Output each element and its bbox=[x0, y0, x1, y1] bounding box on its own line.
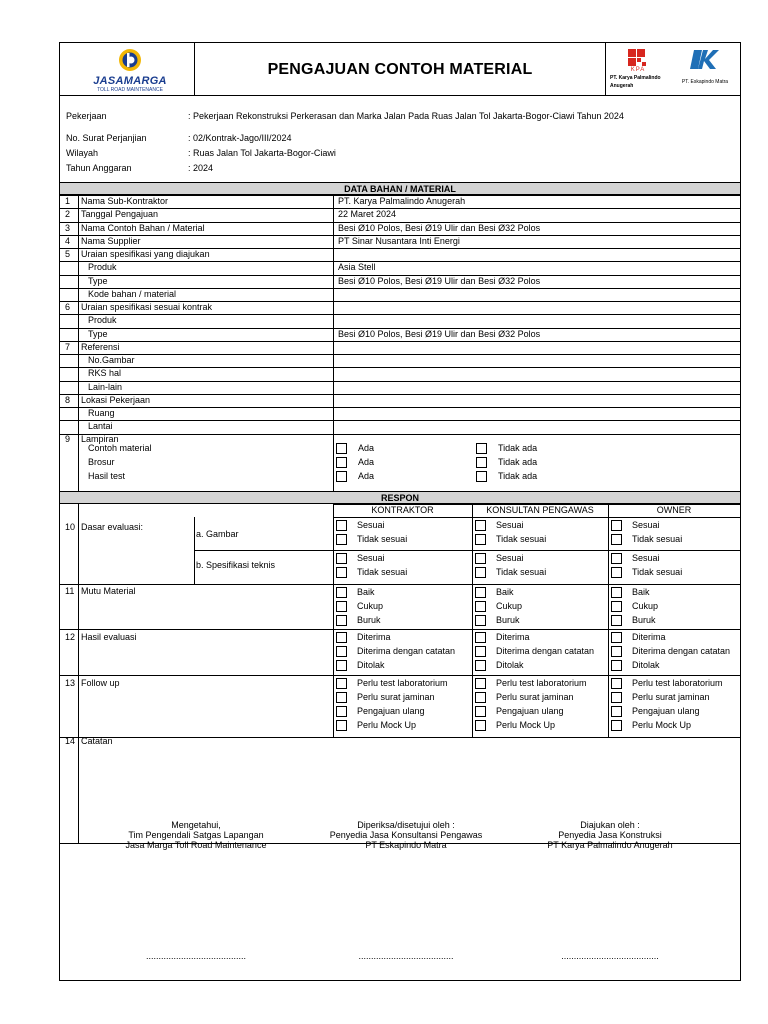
row-number: 7 bbox=[65, 341, 71, 352]
respon-column-header: OWNER bbox=[656, 505, 692, 515]
follow-checkbox[interactable] bbox=[475, 706, 486, 717]
catatan-right-line bbox=[740, 737, 741, 843]
signature-org: PT Eskapindo Matra bbox=[365, 840, 447, 850]
hasil-option-label: Diterima bbox=[632, 632, 666, 642]
dasar-sub-b: b. Spesifikasi teknis bbox=[196, 560, 276, 570]
checkbox-tidak-ada[interactable] bbox=[476, 443, 487, 454]
follow-checkbox[interactable] bbox=[475, 692, 486, 703]
row-label: Produk bbox=[88, 315, 117, 326]
row-label: Tanggal Pengajuan bbox=[81, 209, 159, 220]
row-line bbox=[60, 737, 740, 738]
follow-checkbox[interactable] bbox=[611, 720, 622, 731]
row-label: Produk bbox=[88, 262, 117, 273]
hasil-checkbox[interactable] bbox=[475, 646, 486, 657]
dasar-checkbox[interactable] bbox=[336, 567, 347, 578]
row-value: PT. Karya Palmalindo Anugerah bbox=[338, 196, 466, 206]
info-label: No. Surat Perjanjian bbox=[66, 133, 147, 143]
hasil-option-label: Diterima bbox=[357, 632, 391, 642]
follow-checkbox[interactable] bbox=[611, 678, 622, 689]
row-number: 2 bbox=[65, 209, 71, 220]
mutu-option-label: Baik bbox=[496, 587, 514, 597]
kpa-caption: PT. Karya Palmalindo Anugerah bbox=[610, 75, 661, 89]
row-label: Lantai bbox=[88, 421, 113, 432]
follow-option-label: Perlu Mock Up bbox=[496, 720, 556, 730]
option-tidak-ada-label: Tidak ada bbox=[498, 470, 538, 481]
row-line bbox=[60, 675, 740, 676]
follow-option-label: Perlu Mock Up bbox=[632, 720, 692, 730]
section-respon: RESPON bbox=[60, 491, 740, 504]
dasar-checkbox[interactable] bbox=[336, 520, 347, 531]
row-line bbox=[60, 407, 740, 408]
row-line bbox=[60, 208, 740, 209]
info-value: : Ruas Jalan Tol Jakarta-Bogor-Ciawi bbox=[188, 148, 336, 158]
mutu-checkbox[interactable] bbox=[336, 587, 347, 598]
dasar-checkbox[interactable] bbox=[611, 567, 622, 578]
mutu-option-label: Baik bbox=[632, 587, 650, 597]
jasamarga-logo bbox=[80, 47, 180, 95]
dasar-option-label: Tidak sesuai bbox=[496, 567, 547, 577]
kpa-logo bbox=[608, 47, 668, 93]
follow-option-label: Perlu Mock Up bbox=[357, 720, 417, 730]
row-number: 11 bbox=[65, 586, 75, 596]
follow-option-label: Perlu test laboratorium bbox=[357, 678, 448, 688]
row-number: 6 bbox=[65, 302, 71, 312]
row-label: Lain-lain bbox=[88, 381, 123, 392]
dasar-checkbox[interactable] bbox=[611, 553, 622, 564]
option-tidak-ada-label: Tidak ada bbox=[498, 456, 538, 467]
jasamarga-logo-text: JASAMARGA bbox=[93, 75, 167, 87]
eskapindo-caption: PT. Eskapindo Matra bbox=[681, 79, 729, 85]
dasar-option-label: Sesuai bbox=[632, 553, 660, 563]
row-label: No.Gambar bbox=[88, 355, 135, 365]
follow-option-label: Pengajuan ulang bbox=[632, 706, 700, 716]
signature-team: Penyedia Jasa Konsultansi Pengawas bbox=[329, 830, 483, 840]
row-line bbox=[333, 517, 740, 518]
hasil-option-label: Ditolak bbox=[632, 660, 660, 670]
lampiran-item-label: Brosur bbox=[88, 456, 115, 467]
row-line bbox=[60, 261, 740, 262]
row-value: Besi Ø10 Polos, Besi Ø19 Ulir dan Besi Ø32 Polos bbox=[338, 275, 541, 286]
row-label: Lokasi Pekerjaan bbox=[81, 394, 151, 405]
hasil-checkbox[interactable] bbox=[336, 660, 347, 671]
row-number: 13 bbox=[65, 678, 76, 688]
follow-checkbox[interactable] bbox=[336, 692, 347, 703]
row-label: Nama Supplier bbox=[81, 235, 141, 246]
dasar-option-label: Sesuai bbox=[632, 520, 660, 530]
dasar-checkbox[interactable] bbox=[611, 520, 622, 531]
dasar-checkbox[interactable] bbox=[336, 534, 347, 545]
row-label: Hasil evaluasi bbox=[81, 632, 137, 642]
signature-line: ........................................ bbox=[145, 951, 247, 961]
signature-team: Tim Pengendali Satgas Lapangan bbox=[128, 830, 264, 840]
dasar-option-label: Tidak sesuai bbox=[357, 534, 408, 544]
follow-checkbox[interactable] bbox=[336, 720, 347, 731]
follow-checkbox[interactable] bbox=[611, 692, 622, 703]
mutu-option-label: Cukup bbox=[357, 601, 384, 611]
dasar-option-label: Sesuai bbox=[496, 553, 524, 563]
hasil-option-label: Ditolak bbox=[357, 660, 385, 670]
follow-checkbox[interactable] bbox=[475, 720, 486, 731]
checkbox-ada[interactable] bbox=[336, 443, 347, 454]
follow-checkbox[interactable] bbox=[611, 706, 622, 717]
hasil-option-label: Diterima dengan catatan bbox=[632, 646, 731, 656]
row-value: Asia Stell bbox=[338, 262, 376, 273]
mutu-option-label: Buruk bbox=[632, 615, 656, 625]
eskapindo-emblem-icon bbox=[672, 47, 738, 73]
hasil-option-label: Diterima bbox=[496, 632, 530, 642]
dasar-checkbox[interactable] bbox=[475, 553, 486, 564]
row-value: Besi Ø10 Polos, Besi Ø19 Ulir dan Besi Ø32 Polos bbox=[338, 222, 541, 233]
hasil-checkbox[interactable] bbox=[336, 632, 347, 643]
follow-option-label: Perlu test laboratorium bbox=[496, 678, 587, 688]
row-label: Uraian spesifikasi yang diajukan bbox=[81, 249, 210, 259]
hasil-checkbox[interactable] bbox=[611, 660, 622, 671]
dasar-checkbox[interactable] bbox=[475, 520, 486, 531]
dasar-checkbox[interactable] bbox=[475, 534, 486, 545]
dasar-option-label: Sesuai bbox=[357, 520, 385, 530]
col-line bbox=[608, 504, 609, 737]
mutu-option-label: Cukup bbox=[632, 601, 659, 611]
mutu-checkbox[interactable] bbox=[336, 601, 347, 612]
signature-org: PT Karya Palmalindo Anugerah bbox=[547, 840, 673, 850]
option-ada-label: Ada bbox=[358, 456, 375, 467]
form-sheet bbox=[59, 42, 741, 981]
info-value: : 2024 bbox=[188, 163, 214, 173]
follow-checkbox[interactable] bbox=[475, 678, 486, 689]
dasar-option-label: Tidak sesuai bbox=[357, 567, 408, 577]
row-label: Dasar evaluasi: bbox=[81, 522, 144, 532]
respon-column-header: KONTRAKTOR bbox=[371, 505, 434, 515]
row-label: RKS hal bbox=[88, 368, 122, 379]
row-label: Ruang bbox=[88, 408, 115, 418]
follow-option-label: Pengajuan ulang bbox=[496, 706, 564, 716]
row-line bbox=[60, 354, 740, 355]
row-value: PT Sinar Nusantara Inti Energi bbox=[338, 235, 460, 246]
mutu-checkbox[interactable] bbox=[475, 587, 486, 598]
row-value: 22 Maret 2024 bbox=[338, 209, 397, 220]
row-label: Lampiran bbox=[81, 433, 119, 444]
hasil-checkbox[interactable] bbox=[336, 646, 347, 657]
row-label: Follow up bbox=[81, 678, 120, 688]
signature-role: Mengetahui, bbox=[171, 820, 221, 830]
dasar-checkbox[interactable] bbox=[475, 567, 486, 578]
row-line bbox=[60, 434, 740, 435]
kpa-logo-text: KPA bbox=[630, 67, 646, 73]
col-line bbox=[78, 504, 79, 737]
lampiran-item-label: Hasil test bbox=[88, 470, 126, 481]
signature-line: ....................................... bbox=[561, 951, 659, 961]
checkbox-ada[interactable] bbox=[336, 457, 347, 468]
hasil-checkbox[interactable] bbox=[611, 646, 622, 657]
checkbox-ada[interactable] bbox=[336, 471, 347, 482]
dasar-sub-a: a. Gambar bbox=[196, 529, 239, 539]
checkbox-tidak-ada[interactable] bbox=[476, 457, 487, 468]
row-line bbox=[194, 550, 740, 551]
mutu-checkbox[interactable] bbox=[611, 587, 622, 598]
signature-team: Penyedia Jasa Konstruksi bbox=[558, 830, 662, 840]
row-label: Uraian spesifikasi sesuai kontrak bbox=[81, 302, 213, 312]
row-line bbox=[60, 394, 740, 395]
signature-role: Diperiksa/disetujui oleh : bbox=[357, 820, 455, 830]
dasar-option-label: Tidak sesuai bbox=[496, 534, 547, 544]
mutu-option-label: Buruk bbox=[496, 615, 520, 625]
hasil-option-label: Diterima dengan catatan bbox=[496, 646, 595, 656]
col-line bbox=[333, 195, 334, 491]
row-number: 1 bbox=[65, 196, 71, 206]
dasar-option-label: Tidak sesuai bbox=[632, 534, 683, 544]
dasar-option-label: Sesuai bbox=[357, 553, 385, 563]
follow-option-label: Perlu surat jaminan bbox=[496, 692, 574, 702]
mutu-checkbox[interactable] bbox=[611, 601, 622, 612]
follow-option-label: Perlu surat jaminan bbox=[632, 692, 710, 702]
col-line bbox=[333, 504, 334, 737]
follow-checkbox[interactable] bbox=[336, 706, 347, 717]
page-title: PENGAJUAN CONTOH MATERIAL bbox=[267, 61, 533, 78]
info-label: Wilayah bbox=[66, 148, 99, 158]
row-number: 8 bbox=[65, 394, 71, 405]
mutu-option-label: Baik bbox=[357, 587, 375, 597]
row-number: 9 bbox=[65, 433, 71, 444]
follow-option-label: Perlu surat jaminan bbox=[357, 692, 435, 702]
row-number: 10 bbox=[65, 522, 76, 532]
row-label: Type bbox=[88, 328, 108, 339]
row-line bbox=[60, 584, 740, 585]
row-line bbox=[60, 381, 740, 382]
mutu-checkbox[interactable] bbox=[475, 615, 486, 626]
row-line bbox=[60, 367, 740, 368]
mutu-option-label: Buruk bbox=[357, 615, 381, 625]
option-tidak-ada-label: Tidak ada bbox=[498, 442, 538, 453]
row-label: Catatan bbox=[81, 736, 113, 746]
row-label: Kode bahan / material bbox=[88, 288, 177, 299]
row-value: Besi Ø10 Polos, Besi Ø19 Ulir dan Besi Ø32 Polos bbox=[338, 328, 541, 339]
row-number: 14 bbox=[65, 736, 76, 746]
info-label: Tahun Anggaran bbox=[66, 163, 132, 173]
row-label: Nama Contoh Bahan / Material bbox=[81, 222, 205, 233]
row-label: Mutu Material bbox=[81, 586, 136, 596]
mutu-option-label: Cukup bbox=[496, 601, 523, 611]
info-label: Pekerjaan bbox=[66, 111, 107, 121]
follow-option-label: Pengajuan ulang bbox=[357, 706, 425, 716]
col-line bbox=[472, 504, 473, 737]
option-ada-label: Ada bbox=[358, 470, 375, 481]
signature-line: ...................................... bbox=[358, 951, 454, 961]
dasar-checkbox[interactable] bbox=[336, 553, 347, 564]
row-label: Type bbox=[88, 275, 108, 286]
hasil-checkbox[interactable] bbox=[475, 632, 486, 643]
row-line bbox=[60, 420, 740, 421]
section-data-bahan: DATA BAHAN / MATERIAL bbox=[60, 182, 740, 195]
row-line bbox=[60, 629, 740, 630]
signature-role: Diajukan oleh : bbox=[580, 820, 640, 830]
hasil-option-label: Ditolak bbox=[496, 660, 524, 670]
info-value: : Pekerjaan Rekonstruksi Perkerasan dan Marka Jalan Pada Ruas Jalan Tol Jakarta-Bogor-Ciawi Tahun 2024 bbox=[188, 111, 624, 121]
option-ada-label: Ada bbox=[358, 442, 375, 453]
signature-org: Jasa Marga Toll Road Maintenance bbox=[125, 840, 267, 850]
mutu-checkbox[interactable] bbox=[611, 615, 622, 626]
hasil-option-label: Diterima dengan catatan bbox=[357, 646, 456, 656]
follow-option-label: Perlu test laboratorium bbox=[632, 678, 723, 688]
row-label: Referensi bbox=[81, 341, 120, 352]
row-line bbox=[60, 314, 740, 315]
respon-column-header: KONSULTAN PENGAWAS bbox=[486, 505, 594, 515]
row-line bbox=[60, 341, 740, 342]
lampiran-item-label: Contoh material bbox=[88, 442, 152, 453]
mutu-checkbox[interactable] bbox=[475, 601, 486, 612]
hasil-checkbox[interactable] bbox=[611, 632, 622, 643]
jasamarga-logo-subtext: TOLL ROAD MAINTENANCE bbox=[97, 87, 163, 93]
info-value: : 02/Kontrak-Jago/III/2024 bbox=[188, 133, 292, 143]
follow-checkbox[interactable] bbox=[336, 678, 347, 689]
row-number: 3 bbox=[65, 222, 71, 233]
row-number: 4 bbox=[65, 235, 71, 246]
col-line bbox=[78, 737, 79, 843]
checkbox-tidak-ada[interactable] bbox=[476, 471, 487, 482]
row-number: 12 bbox=[65, 632, 76, 642]
col-line bbox=[194, 517, 195, 584]
row-number: 5 bbox=[65, 249, 71, 259]
dasar-option-label: Tidak sesuai bbox=[632, 567, 683, 577]
dasar-checkbox[interactable] bbox=[611, 534, 622, 545]
dasar-option-label: Sesuai bbox=[496, 520, 524, 530]
row-label: Nama Sub-Kontraktor bbox=[81, 196, 169, 206]
eskapindo-logo bbox=[672, 47, 738, 93]
mutu-checkbox[interactable] bbox=[336, 615, 347, 626]
col-line bbox=[78, 195, 79, 491]
hasil-checkbox[interactable] bbox=[475, 660, 486, 671]
